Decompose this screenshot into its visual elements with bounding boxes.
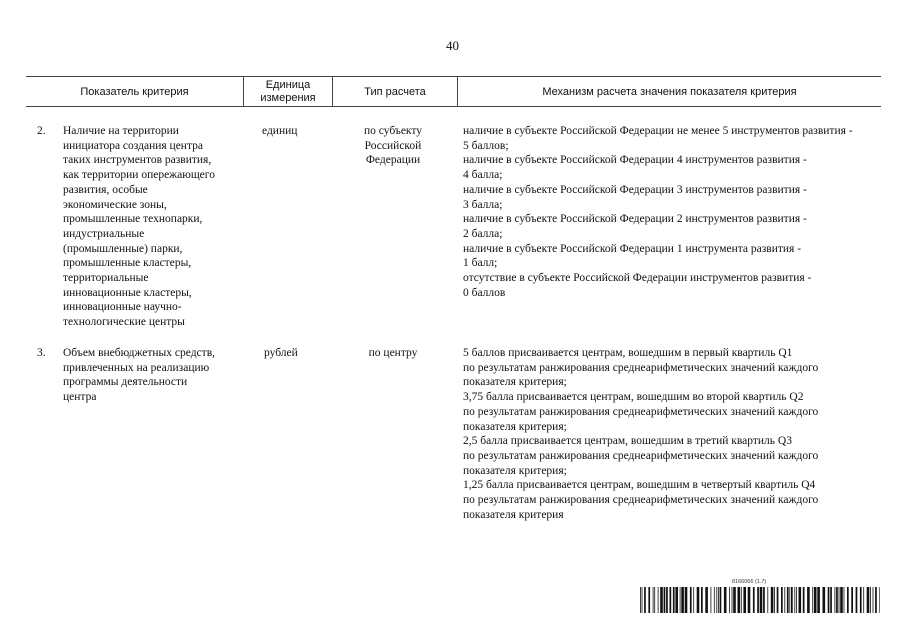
mechanism-text: наличие в субъекте Российской Федерации не менее 5 инструментов развития - 5 баллов; наличие в субъекте Российской Федерации 4 инструментов развития - 4 балла; наличие в субъекте Российской Федерации 3 инструментов развития - 3 балла; наличие в субъекте Российской Федерации 2 инструментов развития - 2 балла; наличие в субъекте Российской Федерации 1 инструмента развития - 1 балл; отсутствие в субъекте Российской Федерации инструментов развития - 0 баллов bbox=[463, 125, 853, 299]
header-criterion: Показатель критерия bbox=[80, 86, 189, 98]
header-mechanism: Механизм расчета значения показателя критерия bbox=[542, 86, 797, 98]
calc-type-text: по центру bbox=[368, 347, 418, 359]
row-number: 3. bbox=[37, 347, 46, 359]
criterion-text: Наличие на территории инициатора создания центра таких инструментов развития, как территории опережающего развития, особые экономические зоны, промышленные технопарки, индустриальные (промышленные) парки, промышленные кластеры, территориальные инновационные кластеры, инновационные научно- технологические центры bbox=[63, 125, 215, 329]
unit-text: рублей bbox=[264, 347, 298, 359]
table-header-rule bbox=[26, 106, 881, 107]
criterion-text: Объем внебюджетных средств, привлеченных на реализацию программы деятельности центра bbox=[63, 347, 215, 404]
table-top-rule bbox=[26, 76, 881, 77]
row-number: 2. bbox=[37, 125, 46, 137]
mechanism-text: 5 баллов присваивается центрам, вошедшим в первый квартиль Q1 по результатам ранжирования среднеарифметических значений каждого показателя критерия; 3,75 балла присваивается центрам, вошедшим во второй квартиль Q2 по результатам ранжирования среднеарифметических значений каждого показателя критерия; 2,5 балла присваивается центрам, вошедшим в третий квартиль Q3 по результатам ранжирования среднеарифметических значений каждого показателя критерия; 1,25 балла присваивается центрам, вошедшим в четвертый квартиль Q4 по результатам ранжирования среднеарифметических значений каждого показателя критерия bbox=[463, 347, 819, 521]
unit-text: единиц bbox=[262, 125, 298, 137]
page-number: 40 bbox=[446, 38, 459, 53]
barcode-icon bbox=[640, 587, 880, 613]
document-code: 8166066 (1.7) bbox=[732, 579, 767, 585]
calc-type-text: по субъекту Российской Федерации bbox=[363, 125, 422, 167]
header-unit: Единица измерения bbox=[260, 79, 316, 104]
header-calc-type: Тип расчета bbox=[364, 86, 426, 98]
